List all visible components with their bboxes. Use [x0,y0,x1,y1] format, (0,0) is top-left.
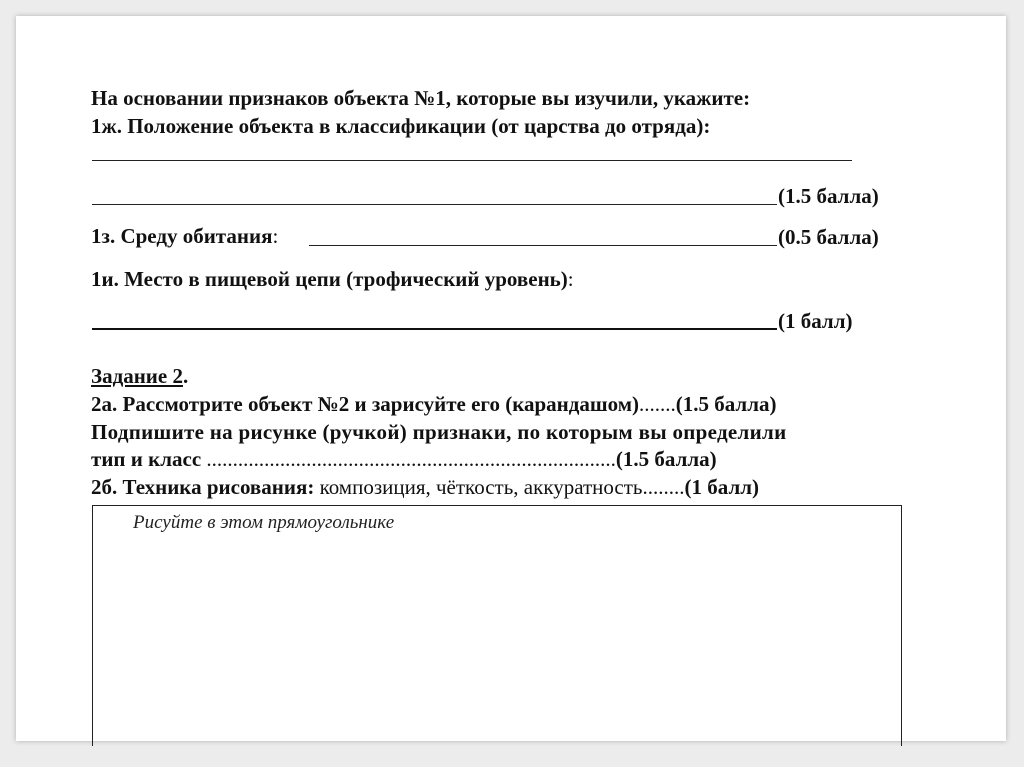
drawing-area[interactable] [92,505,902,746]
task-2-title-text: Задание 2 [91,364,183,388]
question-2a [91,392,776,416]
question-1zh-points: (1.5 балла) [778,184,879,208]
question-1i-colon: : [567,267,574,291]
question-1i-label-text: 1и. Место в пищевой цепи (трофический уровень) [91,267,568,291]
question-2b [91,475,759,499]
intro-heading: На основании признаков объекта №1, которые вы изучили, укажите: [91,86,751,110]
document-body [16,16,1006,741]
question-2a-text: 2а. Рассмотрите объект №2 и зарисуйте его (карандашом) [91,392,639,416]
drawing-area-hint: Рисуйте в этом прямоугольнике [133,512,395,533]
sign-instruction-dots: .............................................................................. [201,447,616,471]
sign-instruction-points: (1.5 балла) [615,447,717,471]
sign-instruction-line-1: Подпишите на рисунке (ручкой) признаки, по которым вы определили [91,420,787,444]
question-2b-dots: ........ [642,475,685,499]
sign-instruction-text: тип и класс [91,447,202,471]
answer-line-1z[interactable] [309,245,777,246]
slide-page [16,16,1006,741]
question-2a-dots: ....... [639,392,676,416]
question-2a-points: (1.5 балла) [675,392,777,416]
answer-line-1zh-b[interactable] [92,204,777,205]
answer-line-1zh-a[interactable] [92,160,852,161]
question-1z-label-text: 1з. Среду обитания [91,224,273,248]
question-1z-points: (0.5 балла) [778,225,879,249]
question-1i-points: (1 балл) [778,309,853,333]
task-2-title-period: . [182,364,189,388]
task-2-title [91,364,188,388]
question-1zh-label: 1ж. Положение объекта в классификации (от царства до отряда): [91,114,711,138]
question-2b-points: (1 балл) [684,475,759,499]
question-1z-label [91,224,278,248]
sign-instruction-line-2 [91,447,717,471]
question-1i-label [91,267,574,291]
question-1z-colon: : [272,224,279,248]
question-2b-criteria: композиция, чёткость, аккуратность [314,475,643,499]
question-2b-label: 2б. Техника рисования: [91,475,315,499]
answer-line-1i[interactable] [92,328,777,330]
